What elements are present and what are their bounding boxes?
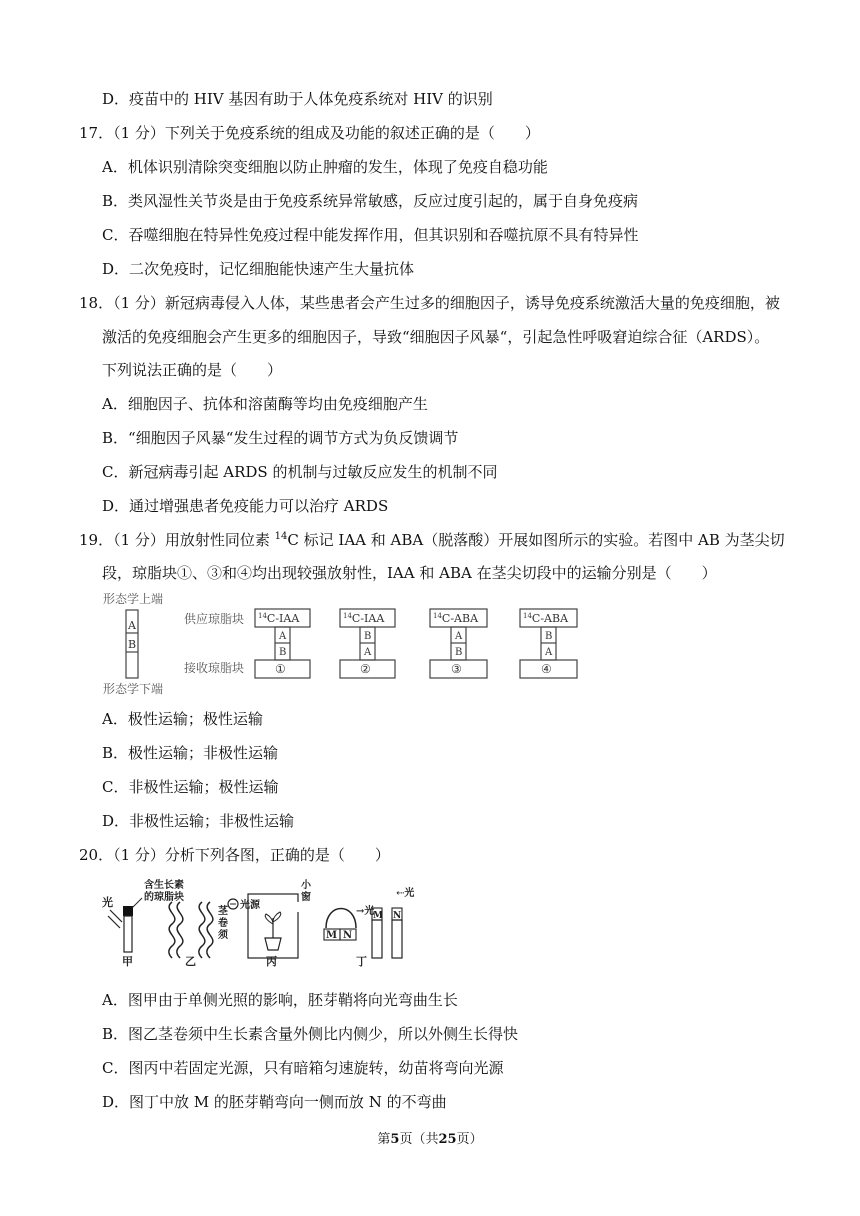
q19-stem-line-1 <box>79 530 785 550</box>
q18-stem-line-3: 下列说法正确的是（ ） <box>102 361 283 379</box>
q19-option-c: C．非极性运输；极性运输 <box>102 778 279 796</box>
q20-stem: 20．（1 分）分析下列各图，正确的是（ ） <box>79 846 390 864</box>
q20-caption-bing: 丙 <box>266 955 277 968</box>
q19-stem-letter-a: A <box>128 619 136 632</box>
q20-agar-label-2: 的琼脂块 <box>144 892 184 903</box>
q19-upper-4: B <box>545 631 553 642</box>
footer-prefix: 第 <box>377 1132 391 1147</box>
q19-donor-2 <box>343 612 385 625</box>
q20-ding-m-1: M <box>326 930 338 941</box>
q19-lower-4: A <box>545 647 553 658</box>
q19-stem-sup: 14 <box>274 531 288 542</box>
q20-bing-window-label-2: 窗 <box>301 892 311 903</box>
q19-donor-1 <box>258 612 300 625</box>
q19-bottom-label: 形态学下端 <box>103 682 164 696</box>
q19-supply-label: 供应琼脂块 <box>184 612 245 626</box>
q20-bing-source-label: 光源 <box>240 900 260 911</box>
footer-page-number: 5 <box>390 1132 400 1147</box>
q19-lower-1: B <box>279 647 287 658</box>
q20-jia-light-label: 光 <box>102 896 113 909</box>
q19-donor-4-sup: 14 <box>523 612 532 620</box>
q18-option-a: A．细胞因子、抗体和溶菌酶等均由免疫细胞产生 <box>102 395 428 413</box>
q20-ding-coleoptile-tip <box>326 909 356 929</box>
q19-setup-1 <box>255 609 310 678</box>
q19-donor-3-sup: 14 <box>433 612 442 620</box>
q18-stem-line-1: 18．（1 分）新冠病毒侵入人体，某些患者会产生过多的细胞因子，诱导免疫系统激活大量的免疫细胞，被 <box>79 294 780 312</box>
q17-option-a: A．机体识别清除突变细胞以防止肿瘤的发生，体现了免疫自稳功能 <box>102 158 548 176</box>
q17-stem: 17．（1 分）下列关于免疫系统的组成及功能的叙述正确的是（ ） <box>79 124 540 142</box>
q20-ding-light-1: →光 <box>356 906 375 917</box>
q20-jia-agar-block <box>123 906 133 916</box>
q18-option-c: C．新冠病毒引起 ARDS 的机制与过敏反应发生的机制不同 <box>102 463 498 481</box>
q20-tendril-label-3: 须 <box>218 930 228 941</box>
q20-ding-coleoptile-1 <box>372 920 382 958</box>
q19-donor-1-text: C-IAA <box>266 612 300 625</box>
prev-option-d: D．疫苗中的 HIV 基因有助于人体免疫系统对 HIV 的识别 <box>102 90 493 108</box>
q20-figure-bing <box>228 878 312 968</box>
q19-option-d: D．非极性运输；非极性运输 <box>102 812 295 830</box>
q20-agar-label-1: 含生长素 <box>144 880 184 891</box>
footer-mid: 页（共 <box>399 1132 439 1147</box>
q19-top-label: 形态学上端 <box>103 592 164 606</box>
q20-caption-ding: 丁 <box>356 955 367 968</box>
q20-ding-n-2: N <box>393 911 402 921</box>
q19-option-a: A．极性运输；极性运输 <box>102 710 263 728</box>
q20-ding-light-2: ⇠光 <box>396 888 415 899</box>
q19-figure <box>100 590 590 700</box>
q19-stem-line-2: 段，琼脂块①、③和④均出现较强放射性，IAA 和 ABA 在茎尖切段中的运输分别是（ ） <box>102 564 717 582</box>
footer-suffix: 页） <box>456 1132 483 1147</box>
q20-bing-pot <box>265 938 281 950</box>
q18-stem-line-2: 激活的免疫细胞会产生更多的细胞因子，导致“细胞因子风暴“，引起急性呼吸窘迫综合征（ARDS）。 <box>102 328 770 346</box>
q19-donor-3-text: C-ABA <box>441 612 479 625</box>
q20-figure-jia <box>102 878 184 968</box>
q19-setup-4 <box>520 609 577 678</box>
q20-figure-ding <box>324 886 414 968</box>
q20-option-b: B．图乙茎卷须中生长素含量外侧比内侧少，所以外侧生长得快 <box>102 1025 519 1043</box>
q19-upper-3: A <box>455 631 463 642</box>
footer-total-pages: 25 <box>438 1132 457 1147</box>
q20-option-d: D．图丁中放 M 的胚芽鞘弯向一侧而放 N 的不弯曲 <box>102 1093 447 1111</box>
q18-option-b: B．“细胞因子风暴“发生过程的调节方式为负反馈调节 <box>102 429 459 447</box>
q19-receiver-3: ③ <box>451 662 462 676</box>
q19-donor-4 <box>523 612 569 625</box>
q19-setup-3 <box>430 609 487 678</box>
q20-tendril-label-2: 卷 <box>218 918 228 929</box>
q19-donor-3 <box>433 612 479 625</box>
q17-option-b: B．类风湿性关节炎是由于免疫系统异常敏感，反应过度引起的，属于自身免疫病 <box>102 192 639 210</box>
q19-receiver-2: ② <box>360 662 371 676</box>
q19-upper-1: A <box>279 631 287 642</box>
q19-stem-letter-b: B <box>128 638 137 651</box>
q19-stem-b: C 标记 IAA 和 ABA（脱落酸）开展如图所示的实验。若图中 AB 为茎尖切 <box>287 531 785 549</box>
q19-donor-1-sup: 14 <box>258 612 267 620</box>
q19-setup-2 <box>340 609 395 678</box>
q20-figure-yi <box>169 902 213 958</box>
q19-receive-label: 接收琼脂块 <box>184 661 245 675</box>
q19-upper-2: B <box>364 631 372 642</box>
q20-option-a: A．图甲由于单侧光照的影响，胚芽鞘将向光弯曲生长 <box>102 991 458 1009</box>
q19-receiver-4: ④ <box>541 662 552 676</box>
q20-ding-m-2: M <box>373 911 383 921</box>
q17-option-c: C．吞噬细胞在特异性免疫过程中能发挥作用，但其识别和吞噬抗原不具有特异性 <box>102 226 639 244</box>
q20-caption-jia: 甲 <box>122 955 133 968</box>
q20-figure <box>100 872 430 972</box>
q19-stem-a: 19．（1 分）用放射性同位素 <box>79 531 275 549</box>
page-footer <box>0 1131 860 1149</box>
q19-donor-2-sup: 14 <box>343 612 352 620</box>
q19-receiver-1: ① <box>275 662 286 676</box>
q20-option-c: C．图丙中若固定光源，只有暗箱匀速旋转，幼苗将弯向光源 <box>102 1059 504 1077</box>
q19-lower-3: B <box>455 647 463 658</box>
q17-option-d: D．二次免疫时，记忆细胞能快速产生大量抗体 <box>102 260 415 278</box>
q18-option-d: D．通过增强患者免疫能力可以治疗 ARDS <box>102 497 389 515</box>
q19-donor-4-text: C-ABA <box>531 612 569 625</box>
q20-bing-window-label-1: 小 <box>301 880 311 891</box>
q20-caption-yi: 乙 <box>185 955 196 968</box>
q19-donor-2-text: C-IAA <box>351 612 385 625</box>
q20-ding-n-1: N <box>343 930 353 941</box>
q20-tendril-label-1: 茎 <box>218 906 228 917</box>
q20-jia-coleoptile <box>124 916 132 952</box>
q19-option-b: B．极性运输；非极性运输 <box>102 744 279 762</box>
q19-lower-2: A <box>364 647 372 658</box>
q20-ding-coleoptile-2 <box>392 920 402 958</box>
